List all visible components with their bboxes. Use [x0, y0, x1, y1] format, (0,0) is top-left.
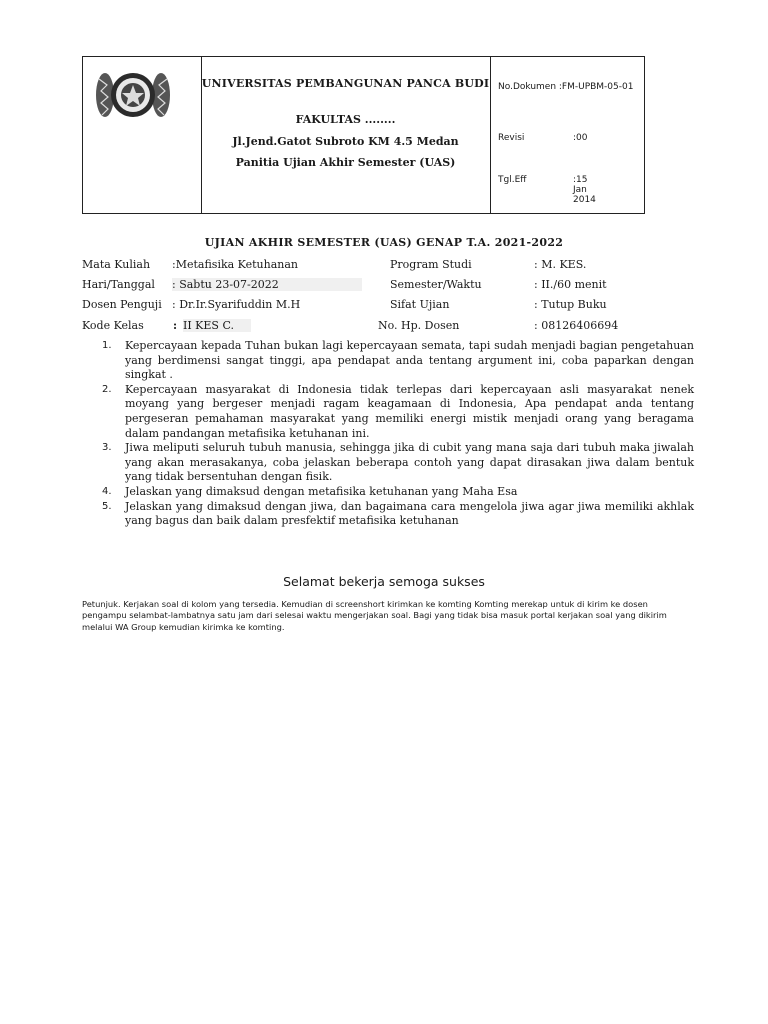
university-logo-icon [93, 65, 173, 125]
class-colon: : [173, 319, 178, 332]
question-item [100, 441, 694, 485]
question-text: Jelaskan yang dimaksud dengan metafisika ketuhanan yang Maha Esa [125, 484, 518, 498]
semester-value: : II./60 menit [534, 278, 607, 291]
faculty-name: FAKULTAS ........ [295, 113, 396, 126]
revision-row [498, 133, 588, 143]
university-name: UNIVERSITAS PEMBANGUNAN PANCA BUDI [201, 77, 490, 90]
question-number: 4. [102, 485, 112, 497]
question-text: Kepercayaan kepada Tuhan bukan lagi kepercayaan semata, tapi sudah menjadi bagian pengetahuan yang berdimensi sangat tinggi, apa pendapat anda tentang argument ini, coba paparkan dengan singkat . [125, 339, 694, 382]
instructions-note: Petunjuk. Kerjakan soal di kolom yang tersedia. Kemudian di screenshort kirimkan ke komting Komting merekap untuk di kirim ke dosen pengampu selambat-lambatnya satu jam dari selesai waktu mengerjakan soal. Bagi yang tidak bisa masuk portal kerjakan soal yang dikirim melalui WA Group kemudian kirimka ke komting. [82, 599, 667, 632]
question-number: 2. [102, 383, 112, 395]
effective-date-value: :15 Jan 2014 [573, 175, 596, 205]
exam-type-value: : Tutup Buku [534, 298, 607, 311]
question-list [100, 339, 694, 529]
question-number: 1. [102, 340, 112, 351]
question-item [100, 383, 694, 441]
question-text: Jiwa meliputi seluruh tubuh manusia, sehingga jika di cubit yang mana saja dari tubuh maka jiwalah yang akan merasakanya, coba jelaskan beberapa contoh yang dapat dirasakan jiwa dalam bentuk yang tidak bersentuhan dengan fisik. [125, 441, 694, 484]
question-item [100, 485, 694, 500]
question-number: 5. [102, 500, 112, 512]
course-value: :Metafisika Ketuhanan [172, 258, 298, 271]
exam-title: UJIAN AKHIR SEMESTER (UAS) GENAP T.A. 2021-2022 [204, 236, 564, 249]
document-meta [490, 57, 644, 213]
program-label: Program Studi [390, 258, 472, 271]
committee-name: Panitia Ujian Akhir Semester (UAS) [235, 156, 456, 169]
day-value: : Sabtu 23-07-2022 [172, 278, 362, 291]
question-text: Jelaskan yang dimaksud dengan jiwa, dan bagaimana cara mengelola jiwa agar jiwa memiliki akhlak yang bagus dan baik dalam presfektif metafisika ketuhanan [125, 499, 694, 528]
logo-cell [83, 57, 202, 213]
doc-number: No.Dokumen :FM-UPBM-05-01 [498, 82, 634, 92]
class-label: Kode Kelas [82, 319, 144, 332]
revision-label: Revisi [498, 133, 525, 143]
lecturer-value: : Dr.Ir.Syarifuddin M.H [172, 298, 301, 311]
question-text: Kepercayaan masyarakat di Indonesia tidak terlepas dari kepercayaan asli masyarakat nenek moyang yang bergeser menjadi ragam keagamaan di Indonesia, Apa pendapat anda tentang pergeseran pemahaman masyarakat yang memiliki energi mistik menjadi orang yang beragama dalam pandangan metafisika ketuhanan ini. [125, 382, 694, 440]
effective-date-label: Tgl.Eff [498, 175, 527, 185]
question-item [100, 500, 694, 529]
university-address: Jl.Jend.Gatot Subroto KM 4.5 Medan [232, 135, 459, 148]
revision-value: :00 [573, 133, 588, 143]
closing-message: Selamat bekerja semoga sukses [283, 574, 485, 589]
effective-date-row [498, 175, 596, 205]
question-item [100, 339, 694, 383]
question-number: 3. [102, 442, 112, 454]
class-value: II KES C. [183, 319, 251, 332]
program-value: : M. KES. [534, 258, 587, 271]
course-label: Mata Kuliah [82, 258, 151, 271]
lecturer-label: Dosen Penguji [82, 298, 162, 311]
day-label: Hari/Tanggal [82, 278, 155, 291]
header-table [82, 56, 645, 214]
semester-label: Semester/Waktu [390, 278, 482, 291]
exam-type-label: Sifat Ujian [390, 298, 450, 311]
phone-label: No. Hp. Dosen [378, 319, 460, 332]
phone-value: : 08126406694 [534, 319, 619, 332]
header-center [201, 57, 491, 213]
